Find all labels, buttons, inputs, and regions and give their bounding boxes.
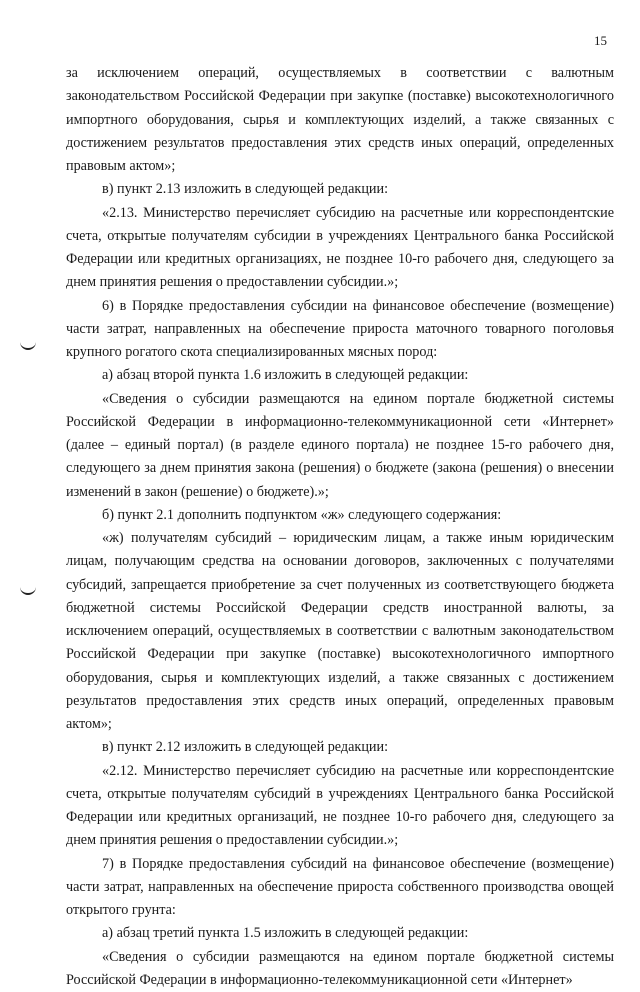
paragraph: «2.12. Министерство перечисляет субсидию на расчетные или корреспондентские счета, открытые получателям субсидий в учреждениях Центрального банка Российской Федерации или кредитных организаций, не позднее 10-го рабочего дня, следующего за днем принятия решения о предоставлении субсидии.»;	[66, 760, 614, 853]
paragraph: «Сведения о субсидии размещаются на едином портале бюджетной системы Российской Федерации в информационно-телекоммуникационной сети «Интернет»	[66, 946, 614, 992]
paragraph: за исключением операций, осуществляемых в соответствии с валютным законодательством Российской Федерации при закупке (поставке) высокотехнологичного импортного оборудования, сырья и комплектующих изделий, а также связанных с достижением результатов предоставления этих средств иных операций, определенных правовым актом»;	[66, 62, 614, 178]
paragraph: 6) в Порядке предоставления субсидии на финансовое обеспечение (возмещение) части затрат, направленных на обеспечение прироста маточного товарного поголовья крупного рогатого скота специализированных мясных пород:	[66, 295, 614, 365]
paragraph: «Сведения о субсидии размещаются на едином портале бюджетной системы Российской Федерации в информационно-телекоммуникационной сети «Интернет» (далее – единый портал) (в разделе единого портала) не позднее 15-го рабочего дня, следующего за днем принятия закона (решения) о бюджете (закона (решения) о внесении изменений в закон (решение) о бюджете).»;	[66, 388, 614, 504]
paragraph: в) пункт 2.12 изложить в следующей редакции:	[66, 736, 614, 759]
page-number: 15	[594, 33, 607, 49]
document-body	[66, 62, 614, 992]
paragraph: «ж) получателям субсидий – юридическим лицам, а также иным юридическим лицам, получающим средства на основании договоров, заключенных с получателями субсидий, запрещается приобретение за счет полученных из соответствующего бюджета бюджетной системы Российской Федерации средств иностранной валюты, за исключением операций, осуществляемых в соответствии с валютным законодательством Российской Федерации при закупке (поставке) высокотехнологичного импортного оборудования, сырья и комплектующих изделий, а также связанных с достижением результатов предоставления этих средств иных операций, определенных правовым актом»;	[66, 527, 614, 736]
margin-mark	[20, 587, 36, 595]
margin-mark	[20, 342, 36, 350]
paragraph: а) абзац второй пункта 1.6 изложить в следующей редакции:	[66, 364, 614, 387]
paragraph: в) пункт 2.13 изложить в следующей редакции:	[66, 178, 614, 201]
paragraph: 7) в Порядке предоставления субсидий на финансовое обеспечение (возмещение) части затрат, направленных на обеспечение прироста собственного производства овощей открытого грунта:	[66, 853, 614, 923]
paragraph: «2.13. Министерство перечисляет субсидию на расчетные или корреспондентские счета, открытые получателям субсидии в учреждениях Центрального банка Российской Федерации или кредитных организациях, не позднее 10-го рабочего дня, следующего за днем принятия решения о предоставлении субсидии.»;	[66, 202, 614, 295]
paragraph: а) абзац третий пункта 1.5 изложить в следующей редакции:	[66, 922, 614, 945]
paragraph: б) пункт 2.1 дополнить подпунктом «ж» следующего содержания:	[66, 504, 614, 527]
